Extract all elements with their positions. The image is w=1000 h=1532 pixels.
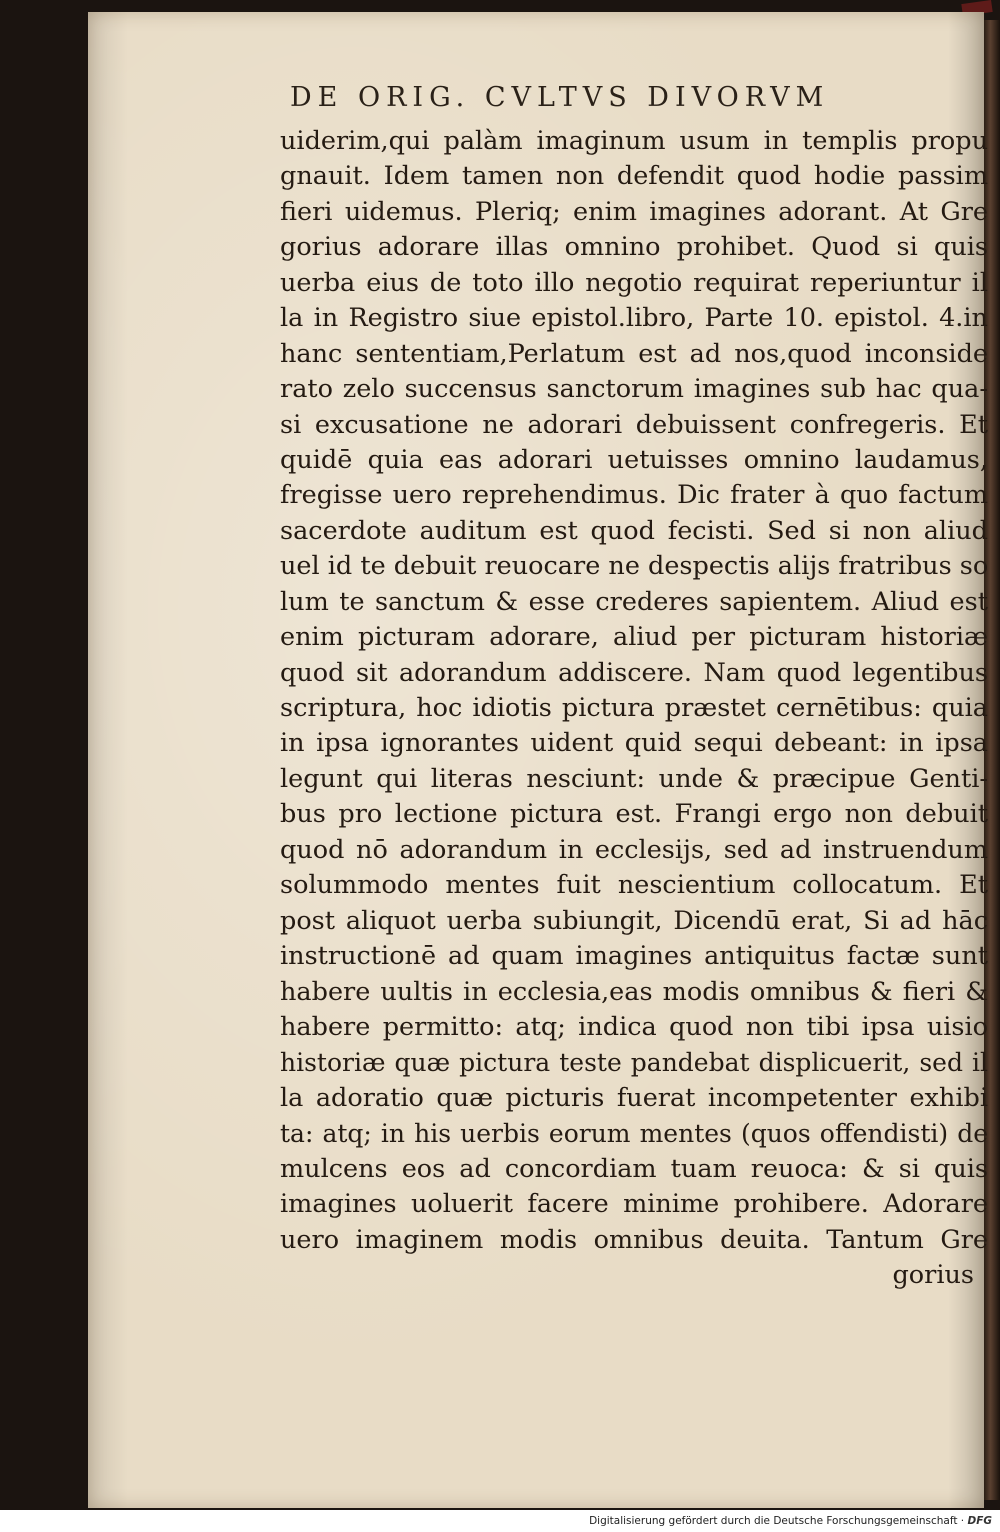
text-line: habere permitto: atq; indica quod non tibi ipsa uisio — [280, 1011, 988, 1042]
text-line: bus pro lectione pictura est. Frangi ergo non debuit — [280, 799, 988, 830]
text-line: fregisse uero reprehendimus. Dic frater à quo factum — [280, 480, 988, 511]
text-line: scriptura, hoc idiotis pictura præstet cernētibus: quia — [280, 693, 988, 723]
text-line: post aliquot uerba subiungit, Dicendū erat, Si ad hāc — [280, 905, 988, 936]
text-line: ta: atq; in his uerbis eorum mentes (quos offendisti) de — [280, 1119, 988, 1149]
text-line: historiæ quæ pictura teste pandebat displicuerit, sed il — [280, 1048, 988, 1078]
text-line: quod nō adorandum in ecclesijs, sed ad instruendum — [280, 834, 988, 865]
text-line: si excusatione ne adorari debuissent confregeris. Et — [280, 409, 988, 440]
text-line: solummodo mentes fuit nescientium collocatum. Et — [280, 870, 988, 901]
text-line: gnauit. Idem tamen non defendit quod hodie passim — [280, 161, 988, 192]
running-head: DE ORIG. CVLTVS DIVORVM — [290, 82, 830, 113]
text-line: imagines uoluerit facere minime prohibere. Adorare — [280, 1189, 988, 1220]
text-line: mulcens eos ad concordiam tuam reuoca: & si quis — [280, 1153, 988, 1184]
text-line: quod sit adorandum addiscere. Nam quod legentibus — [280, 657, 988, 688]
text-line: enim picturam adorare, aliud per picturam historiæ — [280, 622, 988, 653]
text-line: uel id te debuit reuocare ne despectis alijs fratribus so — [280, 551, 988, 582]
text-line: legunt qui literas nesciunt: unde & præcipue Genti- — [280, 763, 988, 794]
text-line: fieri uidemus. Pleriq; enim imagines adorant. At Gre — [280, 196, 988, 227]
dfg-logo: DFG — [967, 1515, 992, 1527]
text-line: habere uultis in ecclesia,eas modis omnibus & fieri & — [280, 976, 988, 1007]
text-line: in ipsa ignorantes uident quid sequi debeant: in ipsa — [280, 728, 988, 759]
text-line: instructionē ad quam imagines antiquitus factæ sunt — [280, 941, 988, 972]
text-line: gorius adorare illas omnino prohibet. Quod si quis — [280, 232, 988, 263]
text-line: la adoratio quæ picturis fuerat incompetenter exhibi — [280, 1082, 988, 1113]
footer-credit-text: Digitalisierung gefördert durch die Deutsche Forschungsgemeinschaft · — [589, 1515, 965, 1527]
footer-credit — [589, 1515, 992, 1527]
text-line: hanc sententiam,Perlatum est ad nos,quod inconside — [280, 338, 988, 369]
catchword: gorius — [892, 1260, 974, 1290]
text-line: la in Registro siue epistol.libro, Parte 10. epistol. 4.in — [280, 303, 988, 334]
text-line: lum te sanctum & esse crederes sapientem. Aliud est — [280, 586, 988, 617]
text-line: quidē quia eas adorari uetuisses omnino laudamus, — [280, 444, 988, 475]
text-line: uero imaginem modis omnibus deuita. Tantum Gre — [280, 1224, 988, 1255]
text-line: sacerdote auditum est quod fecisti. Sed si non aliud — [280, 515, 988, 546]
text-line: uiderim,qui palàm imaginum usum in templis propu — [280, 126, 988, 156]
text-line: rato zelo succensus sanctorum imagines sub hac qua- — [280, 374, 988, 405]
text-line: uerba eius de toto illo negotio requirat reperiuntur il — [280, 267, 988, 298]
body-text — [280, 124, 988, 1293]
